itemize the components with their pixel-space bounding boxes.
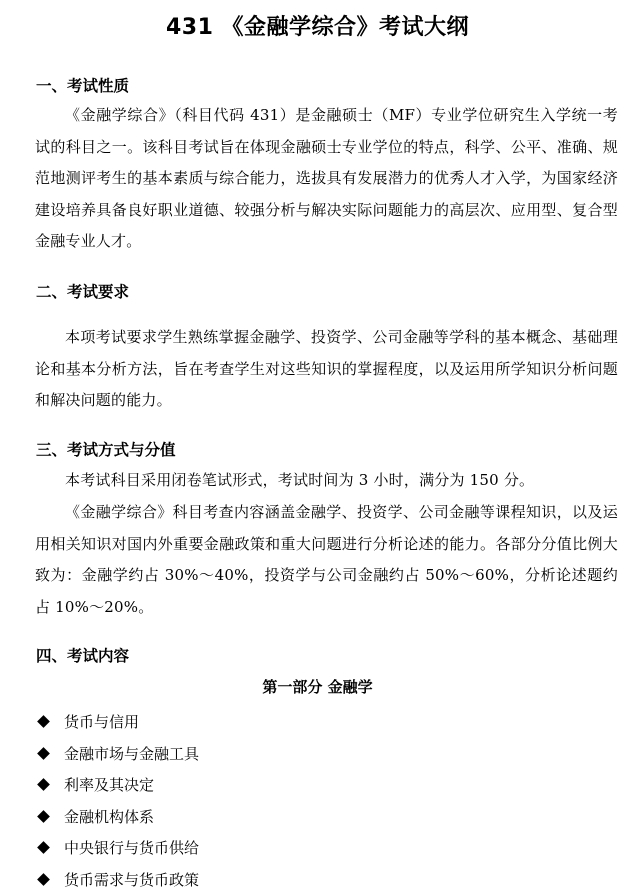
list-item <box>36 801 199 833</box>
list-item <box>36 706 199 738</box>
list-item <box>36 738 199 770</box>
section-paragraph-nature: 《金融学综合》（科目代码 431）是金融硕士（MF）专业学位研究生入学统一考试的科目之一。该科目考试旨在体现金融硕士专业学位的特点，科学、公平、准确、规范地测评考生的基本素质与综合能力，选拔具有发展潜力的优秀人才入学，为国家经济建设培养具备良好职业道德、较强分析与解决实际问题能力的高层次、应用型、复合型金融专业人才。 <box>35 100 618 258</box>
section-heading-nature: 一、考试性质 <box>36 75 129 97</box>
list-item-label: 金融市场与金融工具 <box>64 743 199 764</box>
diamond-bullet-icon <box>37 873 50 886</box>
list-item <box>36 769 199 801</box>
section-paragraph-requirements: 本项考试要求学生熟练掌握金融学、投资学、公司金融等学科的基本概念、基础理论和基本分析方法，旨在考查学生对这些知识的掌握程度，以及运用所学知识分析问题和解决问题的能力。 <box>35 322 618 417</box>
diamond-bullet-icon <box>37 841 50 854</box>
content-list <box>36 706 199 895</box>
document-title: 431 《金融学综合》考试大纲 <box>0 12 635 44</box>
section-heading-content: 四、考试内容 <box>36 645 129 667</box>
section-heading-format: 三、考试方式与分值 <box>36 439 176 461</box>
list-item <box>36 864 199 895</box>
diamond-bullet-icon <box>37 747 50 760</box>
section-heading-requirements: 二、考试要求 <box>36 281 129 303</box>
section-paragraph-format: 本考试科目采用闭卷笔试形式，考试时间为 3 小时，满分为 150 分。 <box>35 465 618 497</box>
diamond-bullet-icon <box>37 715 50 728</box>
diamond-bullet-icon <box>37 778 50 791</box>
list-item-label: 利率及其决定 <box>64 774 154 795</box>
list-item <box>36 832 199 864</box>
list-item-label: 金融机构体系 <box>64 806 154 827</box>
list-item-label: 货币与信用 <box>64 711 139 732</box>
section-paragraph-weights: 《金融学综合》科目考查内容涵盖金融学、投资学、公司金融等课程知识，以及运用相关知识对国内外重要金融政策和重大问题进行分析论述的能力。各部分分值比例大致为：金融学约占 30%～40%，投资学与公司金融约占 50%～60%，分析论述题约占 10%～20%。 <box>35 497 618 623</box>
list-item-label: 中央银行与货币供给 <box>64 837 199 858</box>
diamond-bullet-icon <box>37 810 50 823</box>
part-title: 第一部分 金融学 <box>0 676 635 698</box>
list-item-label: 货币需求与货币政策 <box>64 869 199 890</box>
